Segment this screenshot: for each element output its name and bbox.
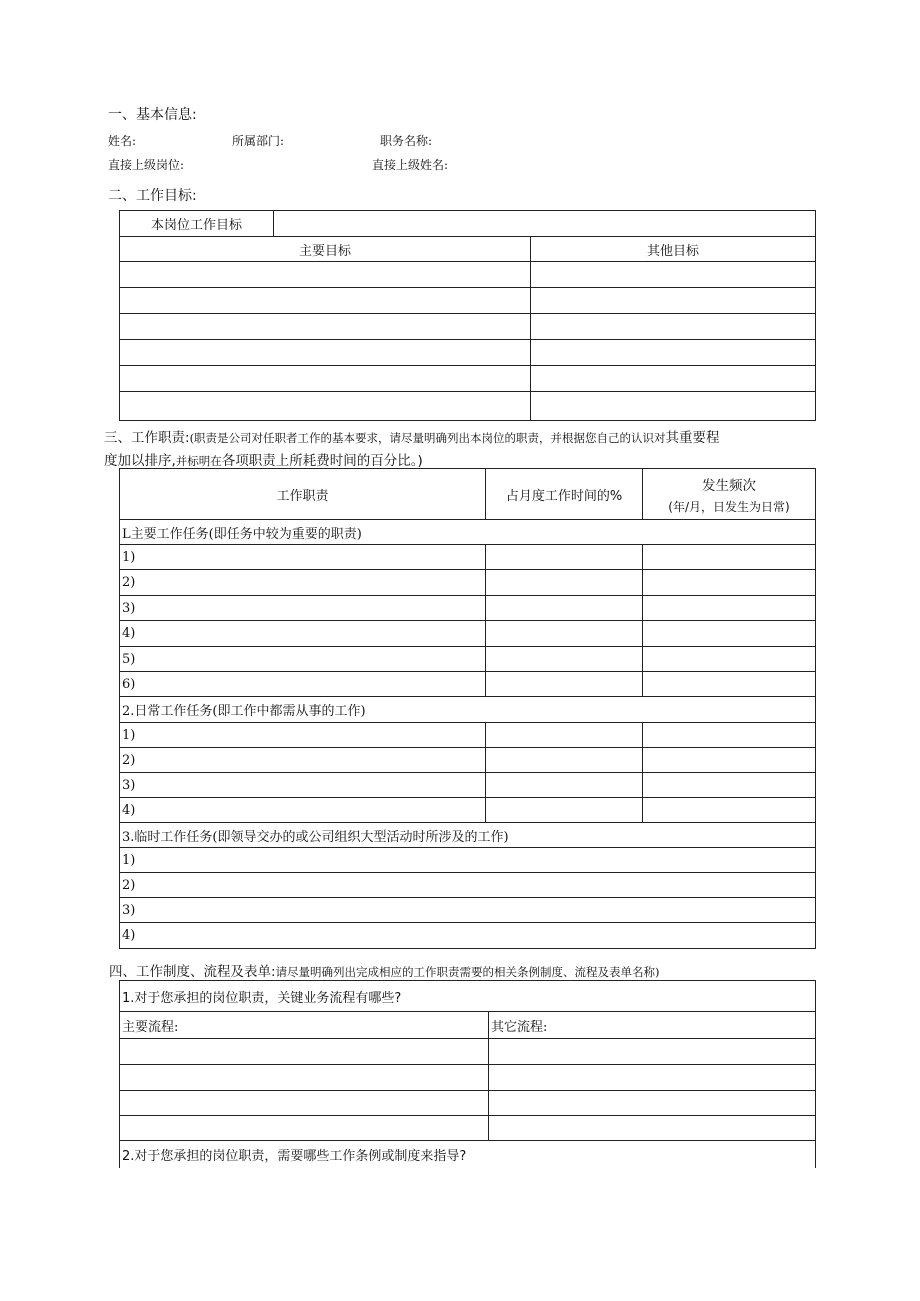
freq-cell[interactable] xyxy=(643,798,816,823)
section3-note-emph: 其重要程 xyxy=(665,430,720,446)
other-goal-cell[interactable] xyxy=(531,314,816,340)
duty-cell[interactable] xyxy=(120,773,486,798)
temp-duty-cell[interactable] xyxy=(120,873,816,898)
group-header xyxy=(120,697,816,723)
percent-cell[interactable] xyxy=(486,773,643,798)
percent-cell[interactable] xyxy=(486,798,643,823)
other-goal-cell[interactable] xyxy=(531,288,816,314)
duty-cell[interactable] xyxy=(120,748,486,773)
item-number: 2) xyxy=(122,877,136,893)
goal-input-cell[interactable] xyxy=(274,211,816,237)
item-number: 4) xyxy=(122,626,136,641)
process-table xyxy=(119,980,816,1168)
name-label: 姓名: xyxy=(108,134,137,148)
item-number: 6) xyxy=(122,676,136,692)
temp-duty-cell[interactable] xyxy=(120,898,816,923)
other-flow-cell[interactable] xyxy=(489,1116,816,1141)
col-freq-label: 发生频次 xyxy=(702,477,756,494)
percent-cell[interactable] xyxy=(486,570,643,596)
item-number: 1) xyxy=(122,549,136,565)
main-goal-cell[interactable] xyxy=(120,262,531,288)
freq-cell[interactable] xyxy=(643,545,816,570)
question1-label: 1.对于您承担的岗位职责，关键业务流程有哪些? xyxy=(122,990,402,1006)
main-flow-label: 主要流程: xyxy=(122,1019,179,1035)
other-flow-cell[interactable] xyxy=(489,1039,816,1065)
group-header xyxy=(120,823,816,848)
dept-label: 所属部门: xyxy=(232,134,285,148)
section1-title: 一、基本信息: xyxy=(108,107,197,123)
position-label: 职务名称: xyxy=(380,134,433,148)
duties-table xyxy=(119,468,816,949)
col-duty-header xyxy=(120,469,486,520)
percent-cell[interactable] xyxy=(486,748,643,773)
other-flow-label: 其它流程: xyxy=(491,1019,548,1035)
other-goal-cell[interactable] xyxy=(531,262,816,288)
main-flow-cell[interactable] xyxy=(120,1116,489,1141)
temp-duty-cell[interactable] xyxy=(120,923,816,949)
duty-cell[interactable] xyxy=(120,596,486,621)
freq-cell[interactable] xyxy=(643,621,816,647)
other-flow-cell[interactable] xyxy=(489,1091,816,1116)
freq-cell[interactable] xyxy=(643,723,816,748)
main-flow-cell[interactable] xyxy=(120,1065,489,1091)
item-number: 5) xyxy=(122,651,136,667)
main-flow-cell[interactable] xyxy=(120,1039,489,1065)
section4-note: 请尽量明确列出完成相应的工作职责需要的相关条例制度、流程及表单名称) xyxy=(275,965,660,979)
main-goal-label: 主要目标 xyxy=(298,243,351,259)
question1-row xyxy=(120,981,816,1012)
percent-cell[interactable] xyxy=(486,596,643,621)
section3-note-line2b: 并标明在 xyxy=(175,454,222,468)
percent-cell[interactable] xyxy=(486,672,643,697)
freq-cell[interactable] xyxy=(643,570,816,596)
col-percent-label: 占月度工作时间的% xyxy=(505,488,623,504)
section3-title: 三、工作职责: xyxy=(104,430,190,446)
section3-note-line2a: 度加以排序, xyxy=(104,453,176,469)
section3-note-line2c: 各项职责上所耗费时间的百分比。) xyxy=(221,453,423,469)
duty-cell[interactable] xyxy=(120,672,486,697)
other-goal-label: 其他目标 xyxy=(646,243,699,259)
main-goal-cell[interactable] xyxy=(120,288,531,314)
section3-note: (职责是公司对任职者工作的基本要求，请尽量明确列出本岗位的职责，并根据您自己的认识对 xyxy=(189,431,666,445)
main-flow-header xyxy=(120,1012,489,1039)
percent-cell[interactable] xyxy=(486,647,643,672)
question2-label: 2.对于您承担的岗位职责，需要哪些工作条例或制度来指导? xyxy=(122,1148,467,1164)
section2-title: 二、工作目标: xyxy=(108,188,197,204)
other-goal-cell[interactable] xyxy=(531,366,816,392)
main-goal-cell[interactable] xyxy=(120,366,531,392)
section3-header-line1 xyxy=(104,426,720,446)
percent-cell[interactable] xyxy=(486,545,643,570)
item-number: 3) xyxy=(122,902,136,918)
section4-header xyxy=(109,960,660,980)
section3-header-line2 xyxy=(104,449,423,469)
freq-cell[interactable] xyxy=(643,647,816,672)
main-flow-cell[interactable] xyxy=(120,1091,489,1116)
other-flow-header xyxy=(489,1012,816,1039)
other-goal-cell[interactable] xyxy=(531,392,816,421)
col-freq-sublabel: (年/月，日发生为日常) xyxy=(668,499,790,514)
group2-label: 2.日常工作任务(即工作中都需从事的工作) xyxy=(122,704,366,719)
item-number: 3) xyxy=(122,600,136,616)
goals-table xyxy=(119,210,816,421)
percent-cell[interactable] xyxy=(486,723,643,748)
freq-cell[interactable] xyxy=(643,748,816,773)
main-goal-cell[interactable] xyxy=(120,314,531,340)
item-number: 1) xyxy=(122,727,136,743)
main-goal-cell[interactable] xyxy=(120,340,531,366)
duty-cell[interactable] xyxy=(120,570,486,596)
item-number: 4) xyxy=(122,928,136,943)
temp-duty-cell[interactable] xyxy=(120,848,816,873)
duty-cell[interactable] xyxy=(120,723,486,748)
col-duty-label: 工作职责 xyxy=(276,488,329,504)
other-goal-header xyxy=(531,237,816,262)
section4-title: 四、工作制度、流程及表单: xyxy=(109,964,276,980)
question2-row xyxy=(120,1141,816,1168)
duty-cell[interactable] xyxy=(120,621,486,647)
col-freq-header xyxy=(643,469,816,520)
item-number: 4) xyxy=(122,802,136,818)
percent-cell[interactable] xyxy=(486,621,643,647)
main-goal-cell[interactable] xyxy=(120,392,531,421)
freq-cell[interactable] xyxy=(643,672,816,697)
col-percent-header xyxy=(486,469,643,520)
group1-label: L主要工作任务(即任务中较为重要的职责) xyxy=(122,526,362,542)
goal-label: 本岗位工作目标 xyxy=(150,218,242,233)
freq-cell[interactable] xyxy=(643,596,816,621)
group3-label: 3.临时工作任务(即领导交办的或公司组织大型活动时所涉及的工作) xyxy=(122,829,509,845)
goal-label-cell xyxy=(120,211,274,237)
other-goal-cell[interactable] xyxy=(531,340,816,366)
superior-name-label: 直接上级姓名: xyxy=(372,158,449,172)
item-number: 2) xyxy=(122,575,136,590)
duty-cell[interactable] xyxy=(120,798,486,823)
item-number: 2) xyxy=(122,752,136,768)
freq-cell[interactable] xyxy=(643,773,816,798)
superior-post-label: 直接上级岗位: xyxy=(108,158,185,172)
group-header xyxy=(120,520,816,545)
main-goal-header xyxy=(120,237,531,262)
item-number: 3) xyxy=(122,777,136,793)
item-number: 1) xyxy=(122,852,136,868)
duty-cell[interactable] xyxy=(120,545,486,570)
duty-cell[interactable] xyxy=(120,647,486,672)
other-flow-cell[interactable] xyxy=(489,1065,816,1091)
